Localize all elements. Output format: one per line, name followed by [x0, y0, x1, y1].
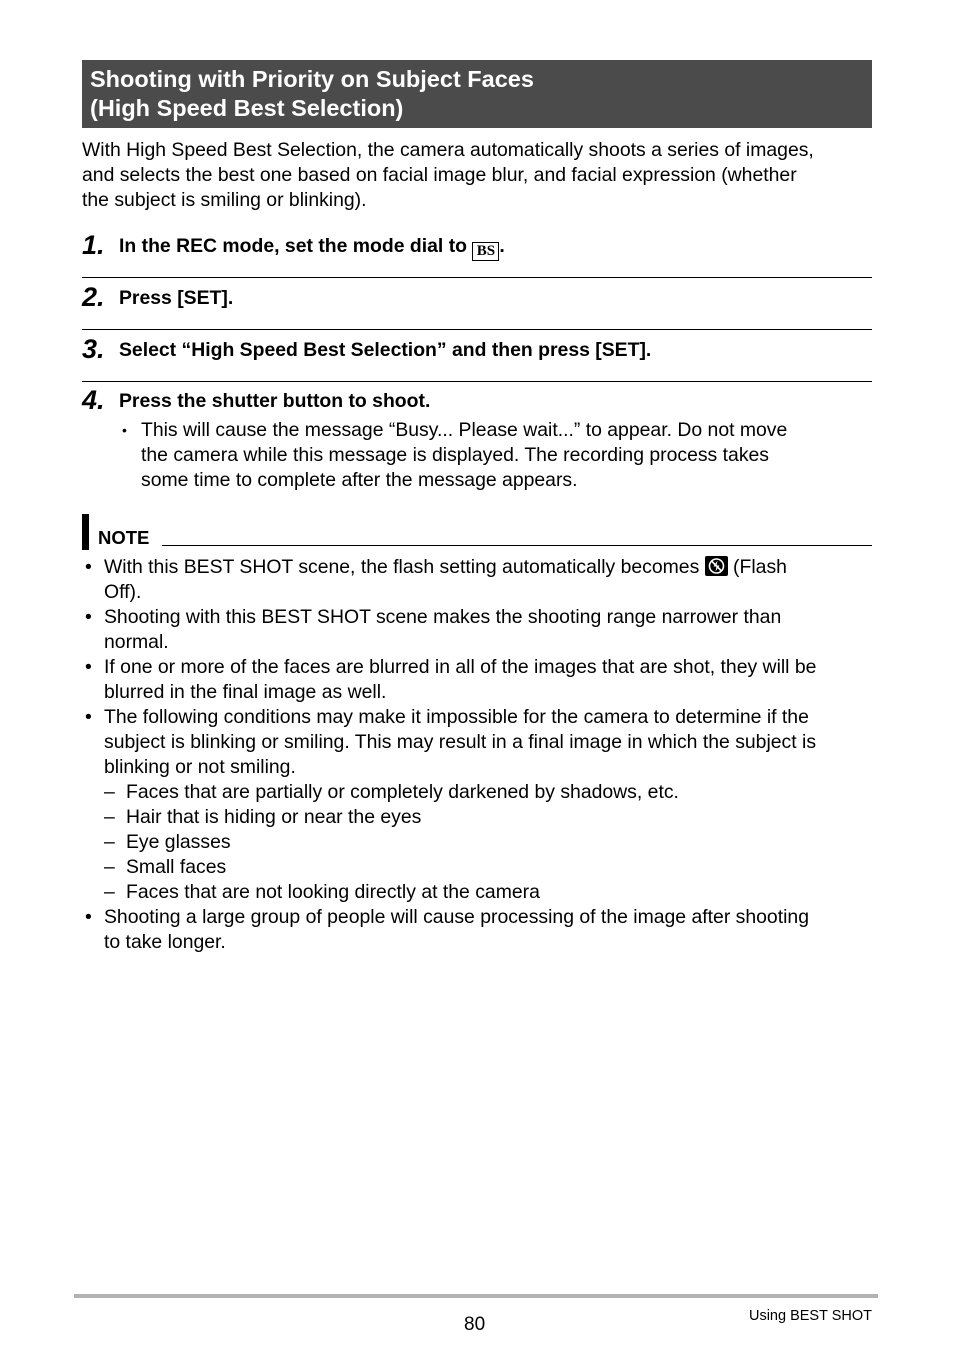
note-text: With this BEST SHOT scene, the flash setting automatically becomes	[104, 556, 705, 578]
bullet-marker: •	[85, 556, 92, 578]
step-divider	[82, 381, 872, 382]
bullet-line: the camera while this message is displayed. The recording process takes	[141, 444, 769, 466]
note-item	[82, 605, 874, 655]
note-line: blinking or not smiling.	[104, 756, 296, 778]
note-item	[82, 905, 874, 955]
section-title-line-1: Shooting with Priority on Subject Faces	[90, 66, 534, 92]
section-title-line-2: (High Speed Best Selection)	[90, 95, 404, 121]
bullet-marker: •	[85, 656, 92, 678]
note-line: Off).	[104, 581, 142, 603]
footer-section-name: Using BEST SHOT	[748, 1308, 872, 1324]
dash-marker: –	[104, 881, 115, 903]
intro-line: the subject is smiling or blinking).	[82, 189, 367, 211]
note-item	[82, 555, 874, 605]
note-line: Shooting with this BEST SHOT scene makes the shooting range narrower than	[104, 606, 782, 628]
sub-item-text: Faces that are partially or completely darkened by shadows, etc.	[126, 781, 679, 803]
step-number: 3.	[82, 334, 105, 364]
bullet-text	[141, 418, 787, 493]
note-text: (Flash	[727, 556, 787, 578]
note-label: NOTE	[98, 527, 150, 548]
step-number: 1.	[82, 230, 105, 260]
note-sub-item	[82, 880, 874, 905]
step-text: Select “High Speed Best Selection” and then press [SET].	[119, 339, 652, 361]
bullet-marker: •	[85, 906, 92, 928]
note-line	[104, 555, 874, 580]
note-marker-bar	[82, 514, 89, 550]
step-text-before: In the REC mode, set the mode dial to	[119, 235, 473, 257]
intro-line: With High Speed Best Selection, the camera automatically shoots a series of images,	[82, 139, 814, 161]
note-line: Shooting a large group of people will cause processing of the image after shooting	[104, 906, 809, 928]
step-divider	[82, 277, 872, 278]
step-text-after: .	[499, 235, 505, 257]
note-rule	[162, 545, 872, 546]
flash-off-icon	[705, 556, 728, 576]
step-number: 2.	[82, 282, 105, 312]
dash-marker: –	[104, 856, 115, 878]
note-sub-item	[82, 830, 874, 855]
step-text: Press [SET].	[119, 287, 234, 309]
intro-paragraph	[82, 138, 874, 213]
sub-item-text: Hair that is hiding or near the eyes	[126, 806, 422, 828]
note-line: The following conditions may make it impossible for the camera to determine if the	[104, 706, 809, 728]
page-number: 80	[464, 1314, 486, 1335]
bs-mode-icon: BS	[472, 242, 499, 261]
dash-marker: –	[104, 806, 115, 828]
note-line: If one or more of the faces are blurred in all of the images that are shot, they will be	[104, 656, 817, 678]
note-sub-item	[82, 805, 874, 830]
bullet-line: This will cause the message “Busy... Please wait...” to appear. Do not move	[141, 419, 788, 441]
section-title-bar	[82, 60, 872, 128]
sub-item-text: Eye glasses	[126, 831, 231, 853]
note-line: to take longer.	[104, 931, 226, 953]
note-item	[82, 705, 874, 780]
note-list	[82, 555, 874, 955]
sub-item-text: Faces that are not looking directly at the camera	[126, 881, 540, 903]
note-line: blurred in the final image as well.	[104, 681, 387, 703]
footer-rule	[74, 1294, 878, 1298]
step-text: Press the shutter button to shoot.	[119, 390, 431, 412]
dash-marker: –	[104, 831, 115, 853]
step-divider	[82, 329, 872, 330]
step-text	[119, 234, 505, 261]
note-line: normal.	[104, 631, 169, 653]
bullet-marker: •	[85, 706, 92, 728]
note-sub-item	[82, 780, 874, 805]
note-sub-item	[82, 855, 874, 880]
bullet-marker: •	[85, 606, 92, 628]
bullet-marker: •	[122, 422, 127, 438]
sub-item-text: Small faces	[126, 856, 227, 878]
bullet-line: some time to complete after the message appears.	[141, 469, 578, 491]
note-line: subject is blinking or smiling. This may result in a final image in which the subject is	[104, 731, 817, 753]
intro-line: and selects the best one based on facial image blur, and facial expression (whether	[82, 164, 797, 186]
dash-marker: –	[104, 781, 115, 803]
note-item	[82, 655, 874, 705]
step-number: 4.	[82, 385, 105, 415]
